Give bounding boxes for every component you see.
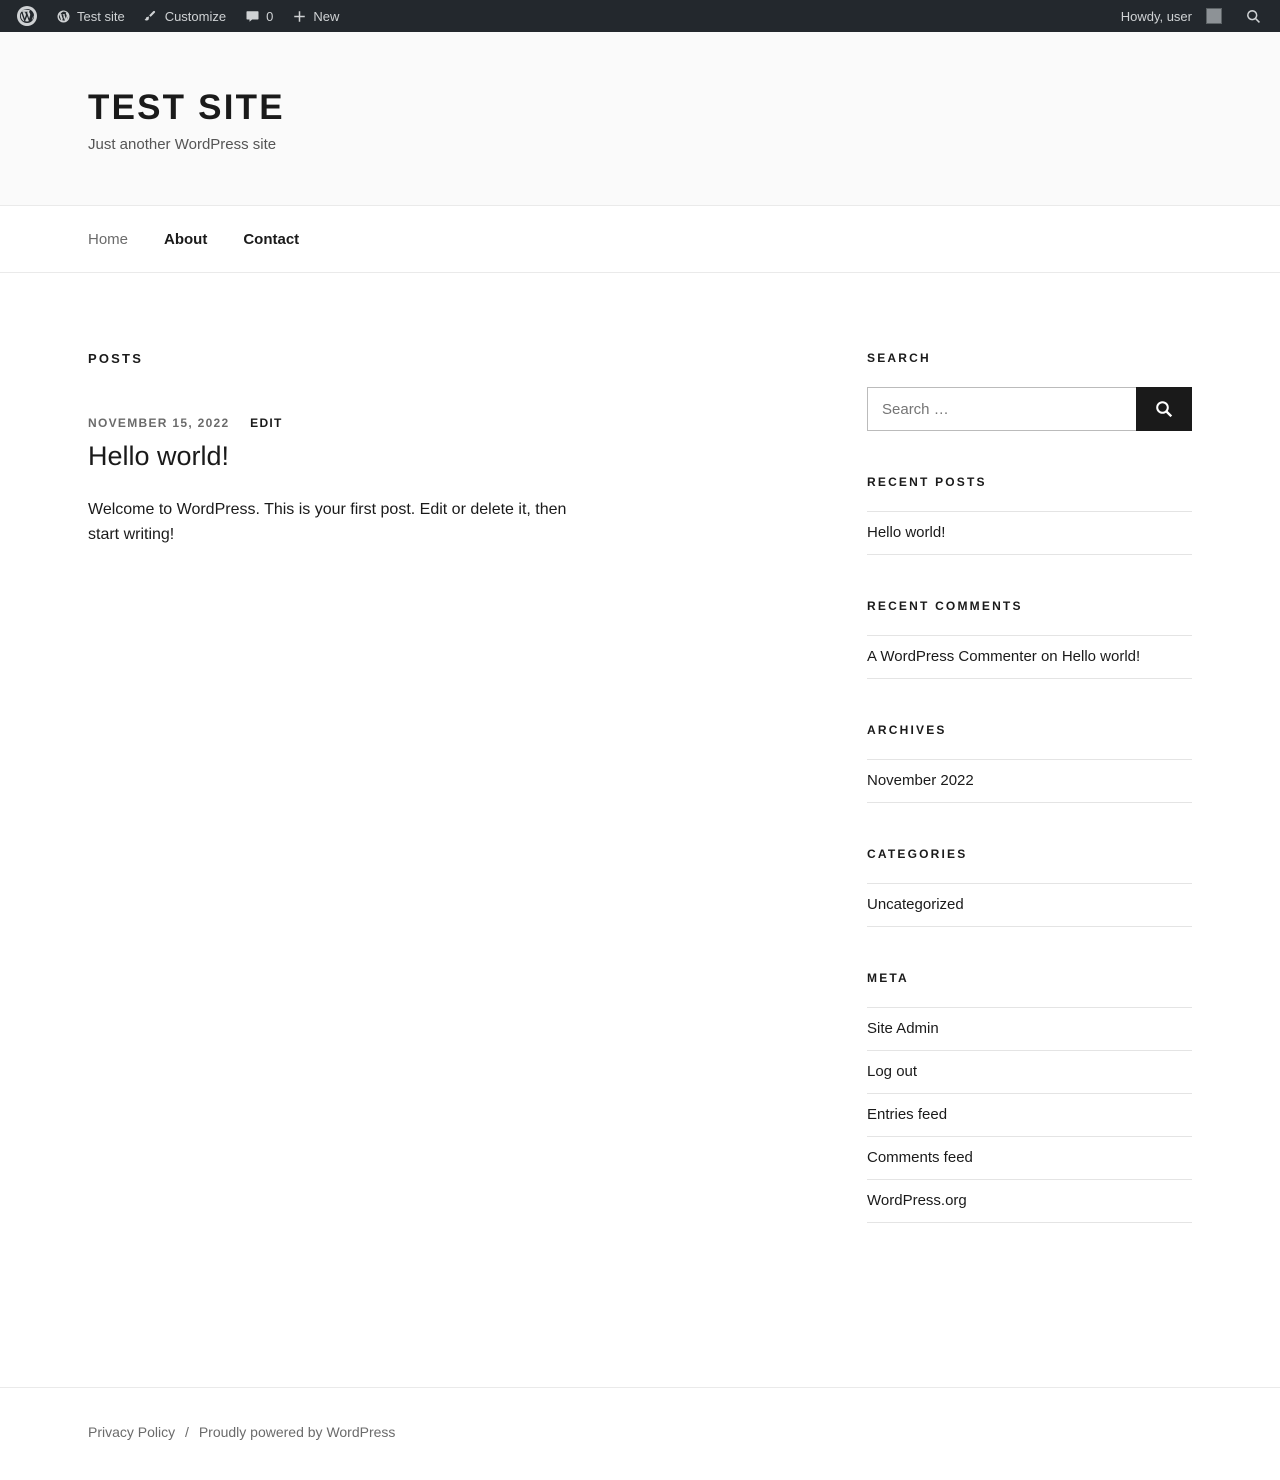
- list-item: [867, 883, 1192, 927]
- meta-link-comments-feed[interactable]: Comments feed: [867, 1149, 973, 1166]
- site-description: Just another WordPress site: [88, 136, 277, 153]
- search-icon: [1154, 399, 1174, 419]
- post-date[interactable]: NOVEMBER 15, 2022: [88, 416, 230, 430]
- site-footer: [0, 1387, 1280, 1480]
- main-content: [88, 351, 668, 548]
- adminbar-comments[interactable]: [235, 0, 282, 32]
- post-title-text: Hello world!: [88, 441, 230, 471]
- footer-inner: [80, 1424, 1200, 1440]
- comment-on-text: on: [1036, 648, 1062, 665]
- page-wrap: [80, 273, 1200, 1387]
- archive-link[interactable]: November 2022: [867, 772, 974, 789]
- adminbar-new-label: New: [313, 8, 340, 24]
- primary-navigation: [0, 206, 1280, 273]
- adminbar-my-account[interactable]: [1112, 0, 1231, 32]
- comment-post-link[interactable]: Hello world!: [1061, 648, 1141, 665]
- widget-title-search: SEARCH: [867, 351, 931, 365]
- widget-title-recent-posts: RECENT POSTS: [867, 475, 987, 489]
- widget-meta: [867, 971, 1192, 1223]
- search-form: [867, 387, 1192, 431]
- widget-archives: [867, 723, 1192, 803]
- avatar: [1206, 8, 1222, 24]
- list-item: [867, 511, 1192, 555]
- list-item: [867, 1137, 1192, 1180]
- list-item: [867, 1051, 1192, 1094]
- widget-search: [867, 351, 1192, 431]
- adminbar-customize-label: Customize: [164, 8, 227, 24]
- post-body: Welcome to WordPress. This is your first post. Edit or delete it, then start writing!: [88, 501, 567, 544]
- meta-link-wordpress-org[interactable]: WordPress.org: [867, 1192, 967, 1209]
- list-item: [867, 1180, 1192, 1223]
- widget-recent-comments: [867, 599, 1192, 679]
- content-area: [88, 273, 1192, 1387]
- site-title[interactable]: TEST SITE: [88, 88, 285, 127]
- archives-list: [867, 759, 1192, 803]
- widget-title-meta: META: [867, 971, 909, 985]
- adminbar-search-button[interactable]: [1231, 8, 1272, 25]
- post-content: [88, 498, 668, 548]
- search-input[interactable]: [867, 387, 1136, 431]
- adminbar-new[interactable]: [282, 0, 348, 32]
- search-submit-button[interactable]: [1136, 387, 1192, 431]
- meta-link-log-out[interactable]: Log out: [867, 1063, 918, 1080]
- categories-list: [867, 883, 1192, 927]
- powered-by-link[interactable]: Proudly powered by WordPress: [198, 1424, 396, 1440]
- site-header-inner: [80, 88, 1200, 153]
- adminbar-customize[interactable]: [134, 0, 235, 32]
- meta-link-entries-feed[interactable]: Entries feed: [867, 1106, 948, 1123]
- list-item: [867, 635, 1192, 679]
- comment-bubble-icon: [244, 8, 260, 24]
- howdy-label: Howdy, user: [1120, 8, 1192, 24]
- plus-icon: [291, 8, 307, 24]
- widget-categories: [867, 847, 1192, 927]
- list-item: [867, 1007, 1192, 1051]
- recent-comments-list: [867, 635, 1192, 679]
- nav-item-home[interactable]: Home: [88, 230, 129, 248]
- privacy-policy-link[interactable]: Privacy Policy: [88, 1424, 176, 1440]
- list-item: [867, 759, 1192, 803]
- paintbrush-icon: [143, 8, 159, 24]
- adminbar-right-group: [1112, 0, 1272, 32]
- recent-posts-list: [867, 511, 1192, 555]
- site-header: [0, 32, 1280, 206]
- admin-bar: [0, 0, 1280, 32]
- wordpress-logo-icon: [17, 6, 37, 26]
- search-icon: [1245, 8, 1262, 25]
- widget-title-archives: ARCHIVES: [867, 723, 947, 737]
- nav-item-contact[interactable]: Contact: [243, 230, 300, 248]
- post-meta: [88, 416, 668, 430]
- nav-list: [88, 206, 1192, 272]
- meta-list: [867, 1007, 1192, 1223]
- adminbar-comment-count: 0: [266, 8, 274, 24]
- widget-title-categories: CATEGORIES: [867, 847, 968, 861]
- nav-wrap: [80, 206, 1200, 272]
- meta-link-site-admin[interactable]: Site Admin: [867, 1020, 939, 1037]
- page-title: POSTS: [88, 351, 144, 366]
- list-item: [867, 1094, 1192, 1137]
- comment-author[interactable]: A WordPress Commenter: [867, 648, 1037, 665]
- adminbar-wp-logo[interactable]: [8, 0, 46, 32]
- category-link[interactable]: Uncategorized: [867, 896, 964, 913]
- post-title[interactable]: [88, 440, 668, 472]
- adminbar-site-name-label: Test site: [77, 8, 125, 24]
- nav-item-about[interactable]: About: [164, 230, 208, 248]
- footer-separator: /: [185, 1424, 189, 1440]
- sidebar: [867, 351, 1192, 1267]
- widget-title-recent-comments: RECENT COMMENTS: [867, 599, 1023, 613]
- post-article: [88, 416, 668, 548]
- site-icon: [55, 8, 71, 24]
- widget-recent-posts: [867, 475, 1192, 555]
- post-edit-link[interactable]: EDIT: [250, 416, 283, 430]
- recent-post-link[interactable]: Hello world!: [867, 524, 946, 541]
- adminbar-site-name[interactable]: [46, 0, 134, 32]
